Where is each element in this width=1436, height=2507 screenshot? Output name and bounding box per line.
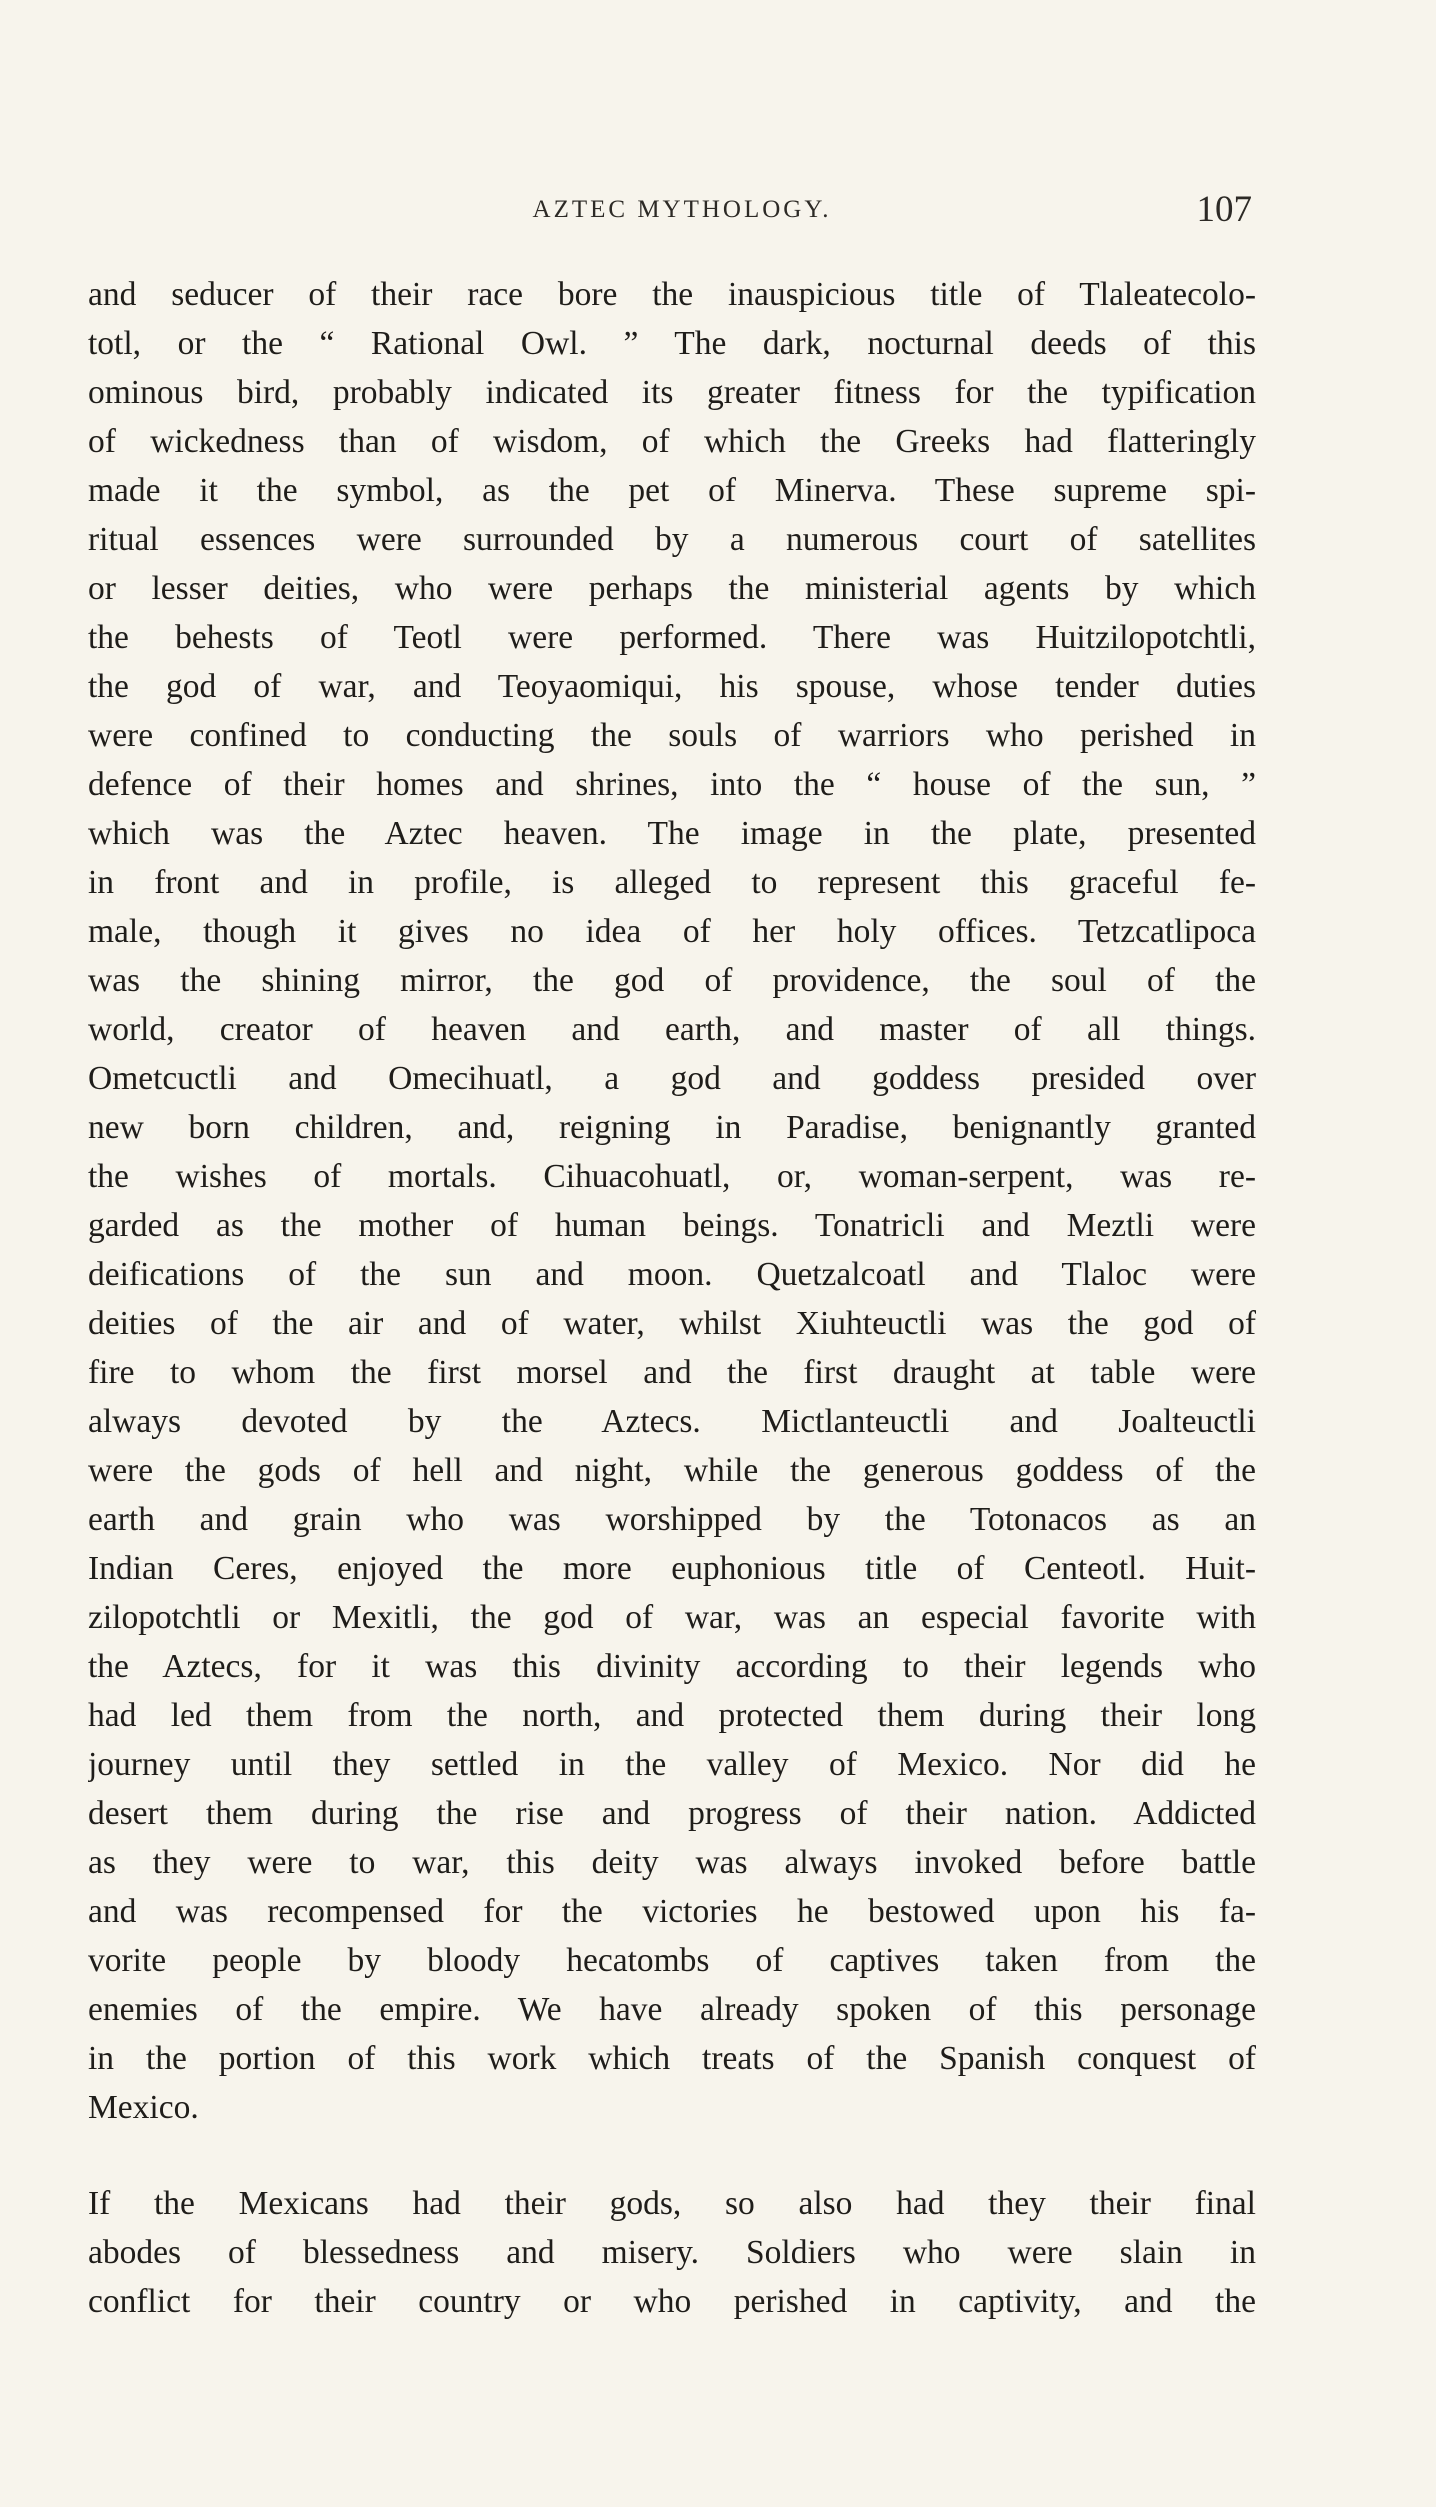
text-line: were confined to conducting the souls of warriors who perished in [88,717,1256,754]
text-line: which was the Aztec heaven. The image in the plate, presented [88,815,1256,852]
text-line: abodes of blessedness and misery. Soldiers who were slain in [88,2234,1256,2271]
text-line: enemies of the empire. We have already spoken of this personage [88,1991,1256,2028]
text-line: were the gods of hell and night, while the generous goddess of the [88,1452,1256,1489]
text-line: and was recompensed for the victories he bestowed upon his fa- [88,1893,1256,1930]
text-line: Ometcuctli and Omecihuatl, a god and goddess presided over [88,1060,1256,1097]
text-line: in front and in profile, is alleged to represent this graceful fe- [88,864,1256,901]
paragraph [88,2179,1256,2326]
text-line: and seducer of their race bore the inauspicious title of Tlaleatecolo- [88,276,1256,313]
text-line: male, though it gives no idea of her holy offices. Tetzcatlipoca [88,913,1256,950]
text-line: conflict for their country or who perished in captivity, and the [88,2283,1256,2320]
paragraph-gap [88,2132,1256,2179]
body-text [88,270,1256,2326]
text-line: had led them from the north, and protected them during their long [88,1697,1256,1734]
text-line: If the Mexicans had their gods, so also had they their final [88,2185,1256,2222]
text-line: of wickedness than of wisdom, of which the Greeks had flatteringly [88,423,1256,460]
text-line: the wishes of mortals. Cihuacohuatl, or, woman-serpent, was re- [88,1158,1256,1195]
text-line: zilopotchtli or Mexitli, the god of war, was an especial favorite with [88,1599,1256,1636]
text-line: ritual essences were surrounded by a numerous court of satellites [88,521,1256,558]
text-line: deifications of the sun and moon. Quetzalcoatl and Tlaloc were [88,1256,1256,1293]
text-line: the behests of Teotl were performed. There was Huitzilopotchtli, [88,619,1256,656]
text-line: totl, or the “ Rational Owl. ” The dark, nocturnal deeds of this [88,325,1256,362]
text-line: Mexico. [88,2089,199,2126]
text-line: or lesser deities, who were perhaps the ministerial agents by which [88,570,1256,607]
text-line: desert them during the rise and progress of their nation. Addicted [88,1795,1256,1832]
text-line: new born children, and, reigning in Paradise, benignantly granted [88,1109,1256,1146]
text-line: world, creator of heaven and earth, and master of all things. [88,1011,1256,1048]
running-title: AZTEC MYTHOLOGY. [532,196,832,223]
text-line: the Aztecs, for it was this divinity according to their legends who [88,1648,1256,1685]
text-line: vorite people by bloody hecatombs of captives taken from the [88,1942,1256,1979]
page-number: 107 [1196,189,1252,230]
text-line: Indian Ceres, enjoyed the more euphonious title of Centeotl. Huit- [88,1550,1256,1587]
text-line: in the portion of this work which treats of the Spanish conquest of [88,2040,1256,2077]
paragraph [88,270,1256,2132]
text-line: as they were to war, this deity was always invoked before battle [88,1844,1256,1881]
running-header [88,189,1276,246]
text-line: journey until they settled in the valley of Mexico. Nor did he [88,1746,1256,1783]
text-line: the god of war, and Teoyaomiqui, his spouse, whose tender duties [88,668,1256,705]
text-line: garded as the mother of human beings. Tonatricli and Meztli were [88,1207,1256,1244]
text-line: fire to whom the first morsel and the first draught at table were [88,1354,1256,1391]
text-line: always devoted by the Aztecs. Mictlanteuctli and Joalteuctli [88,1403,1256,1440]
text-line: ominous bird, probably indicated its greater fitness for the typification [88,374,1256,411]
text-line: deities of the air and of water, whilst Xiuhteuctli was the god of [88,1305,1256,1342]
text-line: was the shining mirror, the god of providence, the soul of the [88,962,1256,999]
text-line: defence of their homes and shrines, into the “ house of the sun, ” [88,766,1256,803]
text-line: made it the symbol, as the pet of Minerva. These supreme spi- [88,472,1256,509]
text-line: earth and grain who was worshipped by the Totonacos as an [88,1501,1256,1538]
